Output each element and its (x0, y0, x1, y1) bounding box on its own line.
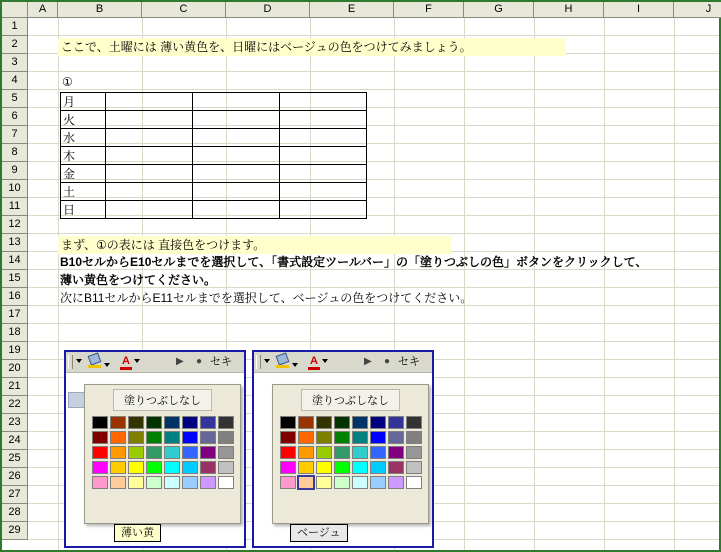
row-header-11[interactable]: 11 (2, 198, 28, 216)
color-swatch[interactable] (182, 446, 198, 459)
row-header-9[interactable]: 9 (2, 162, 28, 180)
row-header-12[interactable]: 12 (2, 216, 28, 234)
table-row[interactable] (61, 129, 367, 147)
dot-icon[interactable]: ● (196, 356, 203, 367)
empty-cell[interactable] (280, 129, 367, 147)
color-swatch[interactable] (110, 476, 126, 489)
color-swatch[interactable] (280, 446, 296, 459)
color-swatch[interactable] (298, 416, 314, 429)
color-swatch[interactable] (316, 461, 332, 474)
color-swatch[interactable] (388, 476, 404, 489)
row-header-13[interactable]: 13 (2, 234, 28, 252)
toolbar-grip-icon (68, 355, 73, 369)
column-header-H[interactable]: H (534, 2, 604, 18)
color-swatch[interactable] (128, 431, 144, 444)
color-swatch[interactable] (128, 446, 144, 459)
empty-cell[interactable] (280, 201, 367, 219)
formatting-toolbar-1[interactable] (66, 352, 244, 373)
empty-cell[interactable] (106, 165, 193, 183)
color-swatch[interactable] (298, 461, 314, 474)
row-header-3[interactable]: 3 (2, 54, 28, 72)
color-swatch[interactable] (280, 431, 296, 444)
empty-cell[interactable] (193, 165, 280, 183)
color-swatch[interactable] (334, 446, 350, 459)
color-swatch[interactable] (370, 416, 386, 429)
table-row[interactable] (61, 183, 367, 201)
color-swatch[interactable] (164, 416, 180, 429)
day-cell[interactable]: 土 (61, 183, 106, 201)
color-swatch[interactable] (164, 461, 180, 474)
empty-cell[interactable] (280, 147, 367, 165)
toolbar-extra-label-1: セキ (210, 356, 232, 368)
color-swatch[interactable] (218, 461, 234, 474)
color-swatch[interactable] (352, 416, 368, 429)
color-swatch[interactable] (280, 461, 296, 474)
cell-B13[interactable]: まず、①の表には 直接色をつけます。 (58, 236, 451, 254)
color-swatch[interactable] (200, 416, 216, 429)
color-swatch[interactable] (218, 431, 234, 444)
fill-color-palette-1[interactable] (64, 350, 246, 548)
color-swatch[interactable] (352, 461, 368, 474)
color-swatch[interactable] (406, 461, 422, 474)
day-cell[interactable]: 金 (61, 165, 106, 183)
cell-B15[interactable]: 薄い黄色をつけてください。 (60, 273, 217, 287)
color-swatch[interactable] (388, 446, 404, 459)
days-table[interactable] (60, 92, 367, 219)
row-header-5[interactable]: 5 (2, 90, 28, 108)
color-swatch[interactable] (92, 476, 108, 489)
color-swatch[interactable] (334, 416, 350, 429)
empty-cell[interactable] (193, 111, 280, 129)
empty-cell[interactable] (106, 201, 193, 219)
color-swatch[interactable] (200, 446, 216, 459)
table-row[interactable] (61, 111, 367, 129)
color-swatch[interactable] (406, 431, 422, 444)
color-swatch[interactable] (334, 476, 350, 489)
color-swatch[interactable] (388, 461, 404, 474)
empty-cell[interactable] (193, 201, 280, 219)
row-header-1[interactable]: 1 (2, 18, 28, 36)
column-header-F[interactable]: F (394, 2, 464, 18)
table-row[interactable] (61, 201, 367, 219)
color-swatch[interactable] (218, 416, 234, 429)
color-swatch[interactable] (146, 431, 162, 444)
color-swatch[interactable] (110, 461, 126, 474)
fill-color-icon[interactable] (88, 354, 110, 370)
row-header-6[interactable]: 6 (2, 108, 28, 126)
color-swatch[interactable] (298, 431, 314, 444)
row-header-18[interactable]: 18 (2, 324, 28, 342)
toolbar-grip-icon (256, 355, 261, 369)
table-row[interactable] (61, 165, 367, 183)
color-swatch[interactable] (280, 476, 296, 489)
color-swatch[interactable] (92, 416, 108, 429)
color-swatch[interactable] (316, 446, 332, 459)
row-header-27[interactable]: 27 (2, 486, 28, 504)
row-header-16[interactable]: 16 (2, 288, 28, 306)
row-header-23[interactable]: 23 (2, 414, 28, 432)
color-swatch[interactable] (352, 431, 368, 444)
color-swatch[interactable] (164, 446, 180, 459)
play-arrow-icon[interactable]: ▶ (176, 356, 184, 367)
column-header-A[interactable]: A (28, 2, 58, 18)
color-swatch[interactable] (388, 416, 404, 429)
day-cell[interactable]: 水 (61, 129, 106, 147)
empty-cell[interactable] (280, 93, 367, 111)
column-header-E[interactable]: E (310, 2, 394, 18)
color-swatch[interactable] (370, 461, 386, 474)
empty-cell[interactable] (193, 93, 280, 111)
chevron-down-icon[interactable] (74, 354, 82, 370)
row-header-24[interactable]: 24 (2, 432, 28, 450)
select-all-corner[interactable] (2, 2, 28, 18)
cell-B4[interactable]: ① (62, 75, 73, 89)
row-header-29[interactable]: 29 (2, 522, 28, 540)
row-header-21[interactable]: 21 (2, 378, 28, 396)
palette-caption-2: ベージュ (290, 524, 348, 542)
color-swatch[interactable] (146, 446, 162, 459)
color-swatch[interactable] (406, 416, 422, 429)
empty-cell[interactable] (280, 183, 367, 201)
color-swatch[interactable] (110, 416, 126, 429)
row-header-28[interactable]: 28 (2, 504, 28, 522)
color-swatch-grid-1[interactable] (85, 414, 240, 495)
color-swatch[interactable] (406, 476, 422, 489)
color-swatch[interactable] (388, 431, 404, 444)
row-header-2[interactable]: 2 (2, 36, 28, 54)
color-swatch[interactable] (200, 461, 216, 474)
empty-cell[interactable] (106, 129, 193, 147)
empty-cell[interactable] (106, 111, 193, 129)
row-header-20[interactable]: 20 (2, 360, 28, 378)
color-swatch[interactable] (334, 431, 350, 444)
color-swatch[interactable] (370, 476, 386, 489)
color-swatch[interactable] (92, 431, 108, 444)
color-palette-popup-1[interactable] (84, 384, 241, 524)
color-swatch[interactable] (92, 461, 108, 474)
color-swatch[interactable] (200, 431, 216, 444)
empty-cell[interactable] (193, 183, 280, 201)
color-swatch[interactable] (164, 476, 180, 489)
row-header-8[interactable]: 8 (2, 144, 28, 162)
row-header-26[interactable]: 26 (2, 468, 28, 486)
play-arrow-icon[interactable]: ▶ (364, 356, 372, 367)
color-swatch[interactable] (298, 476, 314, 489)
palette-caption-1: 薄い黄 (114, 524, 161, 542)
table-row[interactable] (61, 93, 367, 111)
color-swatch[interactable] (128, 416, 144, 429)
color-swatch[interactable] (316, 431, 332, 444)
color-swatch[interactable] (352, 446, 368, 459)
no-fill-button-2[interactable]: 塗りつぶしなし (273, 385, 428, 414)
empty-cell[interactable] (193, 147, 280, 165)
color-swatch[interactable] (334, 461, 350, 474)
row-header-19[interactable]: 19 (2, 342, 28, 360)
cell-B16[interactable]: 次にB11セルからE11セルまでを選択して、ベージュの色をつけてください。 (60, 291, 473, 305)
column-header-D[interactable]: D (226, 2, 310, 18)
day-cell[interactable]: 月 (61, 93, 106, 111)
font-color-icon[interactable]: A (308, 354, 328, 370)
fill-color-palette-2[interactable] (252, 350, 434, 548)
color-swatch[interactable] (352, 476, 368, 489)
color-swatch[interactable] (280, 416, 296, 429)
cell-B2[interactable]: ここで、土曜には 薄い黄色を、日曜にはベージュの色をつけてみましょう。 (58, 38, 566, 56)
color-swatch[interactable] (128, 476, 144, 489)
color-swatch-grid-2[interactable] (273, 414, 428, 495)
column-header-C[interactable]: C (142, 2, 226, 18)
empty-cell[interactable] (193, 129, 280, 147)
color-swatch[interactable] (298, 446, 314, 459)
color-swatch[interactable] (128, 461, 144, 474)
row-header-14[interactable]: 14 (2, 252, 28, 270)
dot-icon[interactable]: ● (384, 356, 391, 367)
row-header-15[interactable]: 15 (2, 270, 28, 288)
color-swatch[interactable] (316, 476, 332, 489)
color-swatch[interactable] (218, 476, 234, 489)
color-swatch[interactable] (182, 431, 198, 444)
row-header-4[interactable]: 4 (2, 72, 28, 90)
color-swatch[interactable] (110, 431, 126, 444)
row-header-22[interactable]: 22 (2, 396, 28, 414)
formatting-toolbar-2[interactable] (254, 352, 432, 373)
color-swatch[interactable] (370, 446, 386, 459)
cell-B14[interactable]: B10セルからE10セルまでを選択して、「書式設定ツールバー」の「塗りつぶしの色」ボタンをクリックして、 (60, 255, 648, 269)
chevron-down-icon[interactable] (262, 354, 270, 370)
column-header-B[interactable]: B (58, 2, 142, 18)
color-swatch[interactable] (164, 431, 180, 444)
color-swatch[interactable] (92, 446, 108, 459)
column-header-J[interactable]: J (674, 2, 721, 18)
table-row[interactable] (61, 147, 367, 165)
row-header-7[interactable]: 7 (2, 126, 28, 144)
day-cell[interactable]: 日 (61, 201, 106, 219)
color-swatch[interactable] (146, 476, 162, 489)
row-header-17[interactable]: 17 (2, 306, 28, 324)
toolbar-extra-label-2: セキ (398, 356, 420, 368)
column-header-G[interactable]: G (464, 2, 534, 18)
color-swatch[interactable] (370, 431, 386, 444)
color-swatch[interactable] (182, 416, 198, 429)
column-header-I[interactable]: I (604, 2, 674, 18)
color-swatch[interactable] (316, 416, 332, 429)
color-palette-popup-2[interactable] (272, 384, 429, 524)
empty-cell[interactable] (280, 111, 367, 129)
color-swatch[interactable] (146, 416, 162, 429)
row-header-10[interactable]: 10 (2, 180, 28, 198)
color-swatch[interactable] (406, 446, 422, 459)
no-fill-button-1[interactable]: 塗りつぶしなし (85, 385, 240, 414)
day-cell[interactable]: 火 (61, 111, 106, 129)
color-swatch[interactable] (182, 461, 198, 474)
empty-cell[interactable] (280, 165, 367, 183)
color-swatch[interactable] (182, 476, 198, 489)
fill-color-icon[interactable] (276, 354, 298, 370)
empty-cell[interactable] (106, 183, 193, 201)
empty-cell[interactable] (106, 93, 193, 111)
row-header-25[interactable]: 25 (2, 450, 28, 468)
color-swatch[interactable] (200, 476, 216, 489)
color-swatch[interactable] (110, 446, 126, 459)
color-swatch[interactable] (146, 461, 162, 474)
day-cell[interactable]: 木 (61, 147, 106, 165)
empty-cell[interactable] (106, 147, 193, 165)
font-color-icon[interactable]: A (120, 354, 140, 370)
color-swatch[interactable] (218, 446, 234, 459)
